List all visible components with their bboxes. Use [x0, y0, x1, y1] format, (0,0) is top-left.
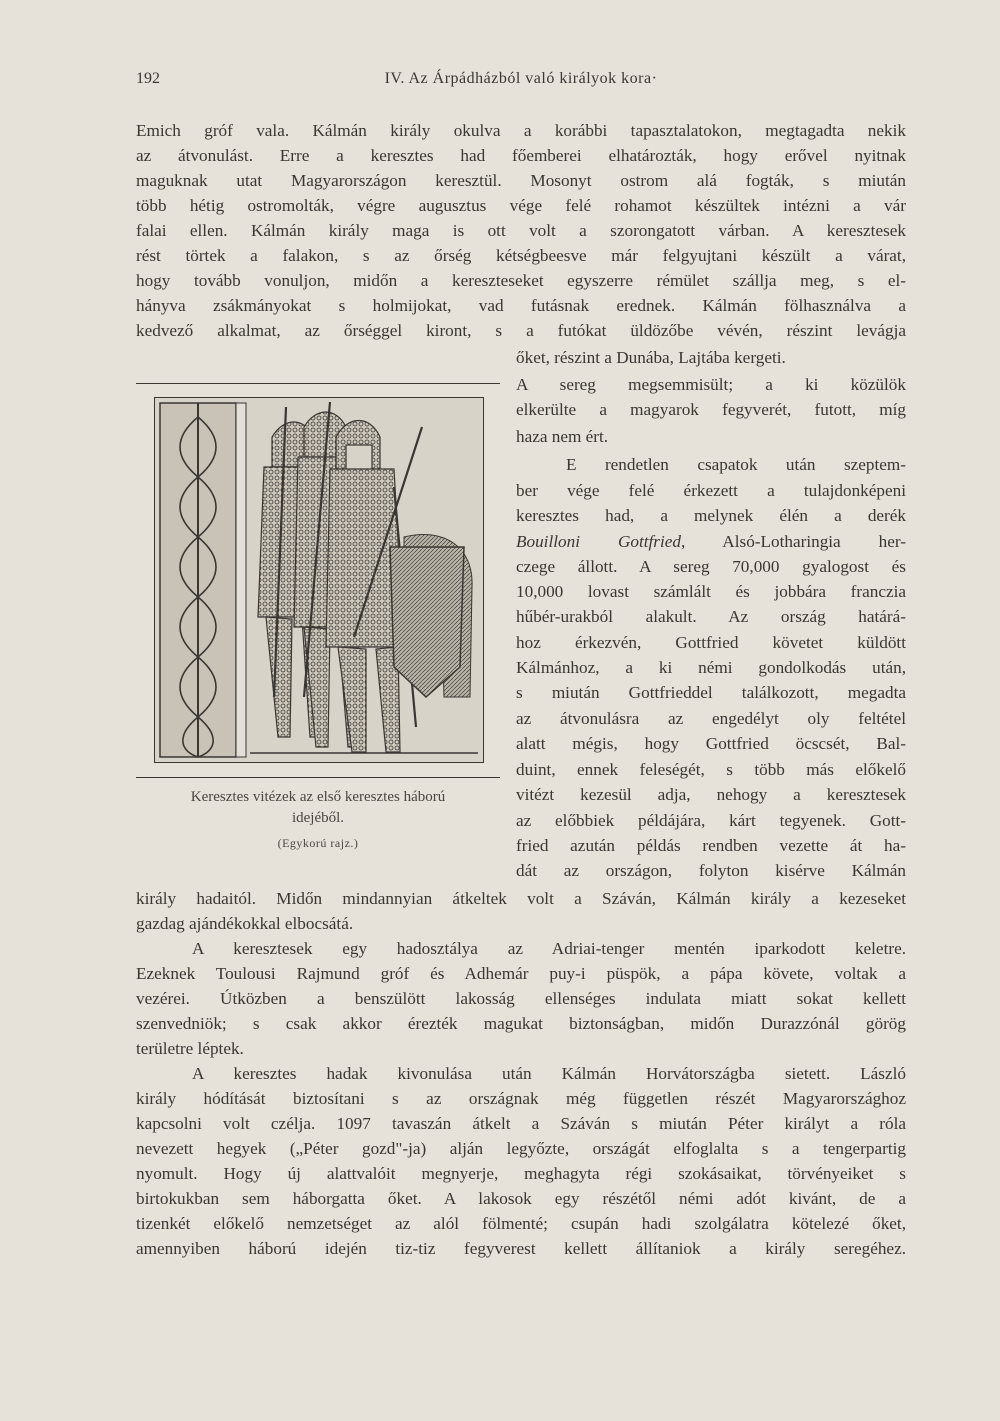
text-line: nevezett hegyek („Péter gozd"-ja) alján legyőzte, országát elfoglalta s a tengerpartig [136, 1139, 906, 1158]
text-line: tizenkét előkelő nemzetséget az alól fölmenté; csupán hadi szolgálatra kötelezé őket, [136, 1214, 906, 1233]
page-number: 192 [136, 70, 160, 87]
running-head: IV. Az Árpádházból való királyok kora· [384, 70, 658, 87]
text-line: ber vége felé érkezett a tulajdonképeni [516, 481, 906, 500]
text-line: gazdag ajándékokkal elbocsátá. [136, 914, 354, 933]
text-line: király hódítását biztosítani s az országnak még független részét Magyarországhoz [136, 1089, 906, 1108]
text-line: haza nem ért. [516, 427, 609, 446]
figure-caption: Keresztes vitézek az első keresztes háború [190, 789, 446, 805]
text-line: az átvonulást. Erre a keresztes had főemberei elhatározták, hogy erővel nyitnak [136, 146, 906, 165]
text-line: Ezeknek Toulousi Rajmund gróf és Adhemár puy-i püspök, a pápa követe, voltak a [136, 964, 906, 983]
text-line: rést törtek a falakon, s az őrség kétségbeesve már felgyujtani készült a várat, [136, 246, 906, 265]
text-line: duint, ennek feleségét, s több más előkelő [516, 760, 906, 779]
text-line: maguknak utat Magyarországon keresztül. Mosonyt ostrom alá fogták, s miután [136, 171, 906, 190]
text-line: E rendetlen csapatok után szeptem- [566, 455, 906, 474]
text-line: keresztes had, a melynek élén a derék [516, 506, 906, 525]
figure-caption-note: (Egykorú rajz.) [277, 836, 359, 850]
italic-name: Bouilloni Gottfried [516, 532, 681, 551]
text-line: őket, részint a Dunába, Lajtába kergeti. [516, 348, 786, 367]
text-line: 10,000 lovast számlált és jobbára franczia [516, 582, 906, 601]
text-line: dát az országon, folyton kisérve Kálmán [516, 861, 906, 880]
text-line: nyomult. Hogy új alattvalóit megnyerje, meghagyta régi szokásaikat, törvényeiket s [136, 1164, 906, 1183]
text-line: amennyiben háború idején tiz-tiz fegyverest kellett állítaniok a király seregéhez. [136, 1239, 906, 1258]
text-line: hűbér-urakból alakult. Az ország határá- [516, 607, 906, 626]
page-header [136, 70, 906, 94]
text-line: az előbbiek példájára, kárt tegyenek. Gott- [516, 811, 906, 830]
text-line: Kálmánhoz, a ki némi gondolkodás után, [516, 658, 906, 677]
text-line: A sereg megsemmisült; a ki közülök [516, 375, 906, 394]
text-line: vitézt kezesül adja, nehogy a keresztesek [516, 785, 906, 804]
text-line: területre léptek. [136, 1039, 244, 1058]
illustration-figure [136, 383, 500, 778]
text-line: alatt mégis, hogy Gottfried öcscsét, Bal- [516, 734, 906, 753]
text-line: elkerülte a magyarok fegyverét, futott, míg [516, 400, 906, 419]
text-line: birtokukban sem háborgatta őket. A lakosok egy részétől némi adót kivánt, de a [136, 1189, 906, 1208]
text-line: király hadaitól. Midőn mindannyian átkeltek volt a Száván, Kálmán király a kezeseket [136, 889, 906, 908]
text-line: Emich gróf vala. Kálmán király okulva a korábbi tapasztalatokon, megtagadta nekik [136, 121, 906, 140]
text-line: hogy tovább vonuljon, midőn a kereszteseket egyszerre rémület szállja meg, s el- [136, 271, 906, 290]
text-line: fried azután példás rendben vezette át ha- [516, 836, 906, 855]
figure-caption-continued: idejéből. [291, 810, 345, 826]
text-line: kedvező alkalmat, az őrséggel kiront, s a futókat üldözőbe vévén, részint levágja [136, 321, 906, 340]
text-line: s miután Gottfrieddel találkozott, megadta [516, 683, 906, 702]
text-line: falai ellen. Kálmán király maga is ott volt a szorongatott várban. A keresztesek [136, 221, 906, 240]
text-line: kapcsolni volt czélja. 1097 tavaszán átkelt a Száván s miután Péter királyt a róla [136, 1114, 906, 1133]
text-line: Bouilloni Gottfried, Alsó-Lotharingia her- [516, 532, 906, 551]
text-line: czege állott. A sereg 70,000 gyalogost és [516, 557, 906, 576]
text-line: A keresztes hadak kivonulása után Kálmán Horvátországba sietett. László [192, 1064, 906, 1083]
text-line: hányva zsákmányokat s holmijokat, vad futásnak erednek. Kálmán fölhasználva a [136, 296, 906, 315]
text-line: A keresztesek egy hadosztálya az Adriai-tenger mentén iparkodott keletre. [192, 939, 906, 958]
text-line: több hétig ostromolták, végre augusztus vége felé rohamot készültek intézni a vár [136, 196, 906, 215]
text-line: szenvedniök; s csak akkor érezték magukat biztonságban, midőn Durazzónál görög [136, 1014, 906, 1033]
crusader-knights-engraving [154, 397, 484, 763]
text-line: az átvonulásra az engedélyt oly feltétel [516, 709, 906, 728]
text-line: hoz érkezvén, Gottfried követet küldött [516, 633, 906, 652]
text-line: vezérei. Útközben a benszülött lakosság ellenséges indulata miatt sokat kellett [136, 989, 906, 1008]
